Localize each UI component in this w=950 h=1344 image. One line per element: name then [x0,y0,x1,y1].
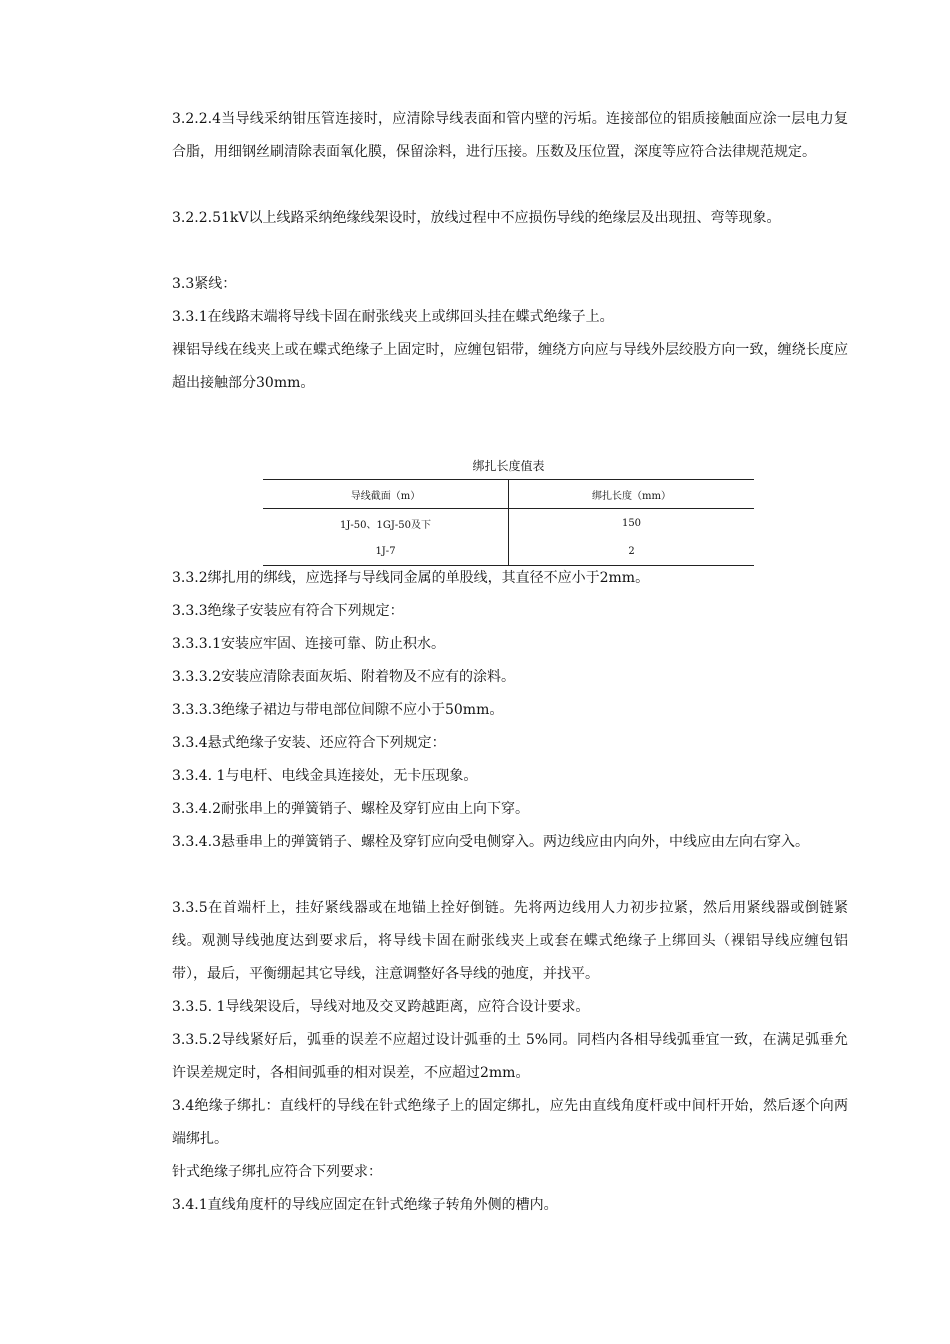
table-header-row [263,480,754,509]
paragraph-3-3-4: 3.3.4悬式绝缘子安装、还应符合下列规定： [172,735,446,751]
table-header-binding-length: 绑扎长度（mm） [509,480,755,509]
paragraph-3-3-4-3: 3.3.4.3悬垂串上的弹簧销子、螺栓及穿钉应向受电侧穿入。两边线应由内向外，中线应由左向右穿入。 [172,834,809,850]
table-cell: 150 [621,517,642,529]
table-cell: 1J-50、1GJ-50及下 [263,509,509,538]
table-cell: 1J-7 [263,537,509,566]
paragraph-3-3-3-3: 3.3.3.3绝缘子裙边与带电部位间隙不应小于50mm。 [172,702,504,718]
table-title: 绑扎长度值表 [472,459,545,473]
paragraph-3-4-1: 3.4.1直线角度杆的导线应固定在针式绝缘子转角外侧的槽内。 [172,1197,558,1213]
paragraph-3-3-2: 3.3.2绑扎用的绑线，应选择与导线同金属的单股线，其直径不应小于2mm。 [172,570,650,586]
paragraph-3-3-3: 3.3.3绝缘子安装应有符合下列规定： [172,603,404,619]
paragraph-bare-aluminum: 裸铝导线在线夹上或在蝶式绝缘子上固定时，应缠包铝带，缠绕方向应与导线外层绞股方向一致，缠绕长度应超出接触部分30mm。 [172,342,848,391]
paragraph-3-3-5-2: 3.3.5.2导线紧好后，弧垂的误差不应超过设计弧垂的土 5%同。同档内各相导线弧垂宜一致，在满足弧垂允许误差规定时，各相间弧垂的相对误差，不应超过2mm。 [172,1032,848,1081]
paragraph-3-3-5: 3.3.5在首端杆上，挂好紧线器或在地锚上拴好倒链。先将两边线用人力初步拉紧，然后用紧线器或倒链紧线。观测导线弛度达到要求后，将导线卡固在耐张线夹上或套在蝶式绝缘子上绑回头（裸铝导线应缠包铝带），最后，平衡绷起其它导线，注意调整好各导线的弛度，并找平。 [172,900,848,982]
paragraph-3-2-2-4: 3.2.2.4当导线采纳钳压管连接时，应清除导线表面和管内壁的污垢。连接部位的铝质接触面应涂一层电力复合脂，用细钢丝刷清除表面氧化膜，保留涂料，进行压接。压数及压位置，深度等应符合法律规范规定。 [172,111,848,160]
binding-length-table [263,479,754,566]
paragraph-3-4: 3.4绝缘子绑扎：直线杆的导线在针式绝缘子上的固定绑扎，应先由直线角度杆或中间杆开始，然后逐个向两端绑扎。 [172,1098,848,1147]
table-header-cross-section: 导线截面（m） [263,480,509,509]
paragraph-3-3-4-2: 3.3.4.2耐张串上的弹簧销子、螺栓及穿钉应由上向下穿。 [172,801,529,817]
paragraph-3-3-4-1: 3.3.4. 1与电杆、电线金具连接处，无卡压现象。 [172,768,478,784]
paragraph-3-3-3-2: 3.3.3.2安装应清除表面灰垢、附着物及不应有的涂料。 [172,669,515,685]
heading-3-3: 3.3紧线： [172,276,237,292]
table-cell: 2 [509,537,755,566]
table-row [263,509,754,538]
paragraph-3-3-1: 3.3.1在线路末端将导线卡固在耐张线夹上或绑回头挂在蝶式绝缘子上。 [172,309,614,325]
paragraph-3-3-5-1: 3.3.5. 1导线架设后，导线对地及交叉跨越距离，应符合设计要求。 [172,999,590,1015]
paragraph-pin-insulator: 针式绝缘子绑扎应符合下列要求： [172,1164,382,1180]
paragraph-3-3-3-1: 3.3.3.1安装应牢固、连接可靠、防止积水。 [172,636,445,652]
paragraph-3-2-2-5: 3.2.2.51kV以上线路采纳绝缘线架设时，放线过程中不应损伤导线的绝缘层及出现扭、弯等现象。 [172,210,781,226]
